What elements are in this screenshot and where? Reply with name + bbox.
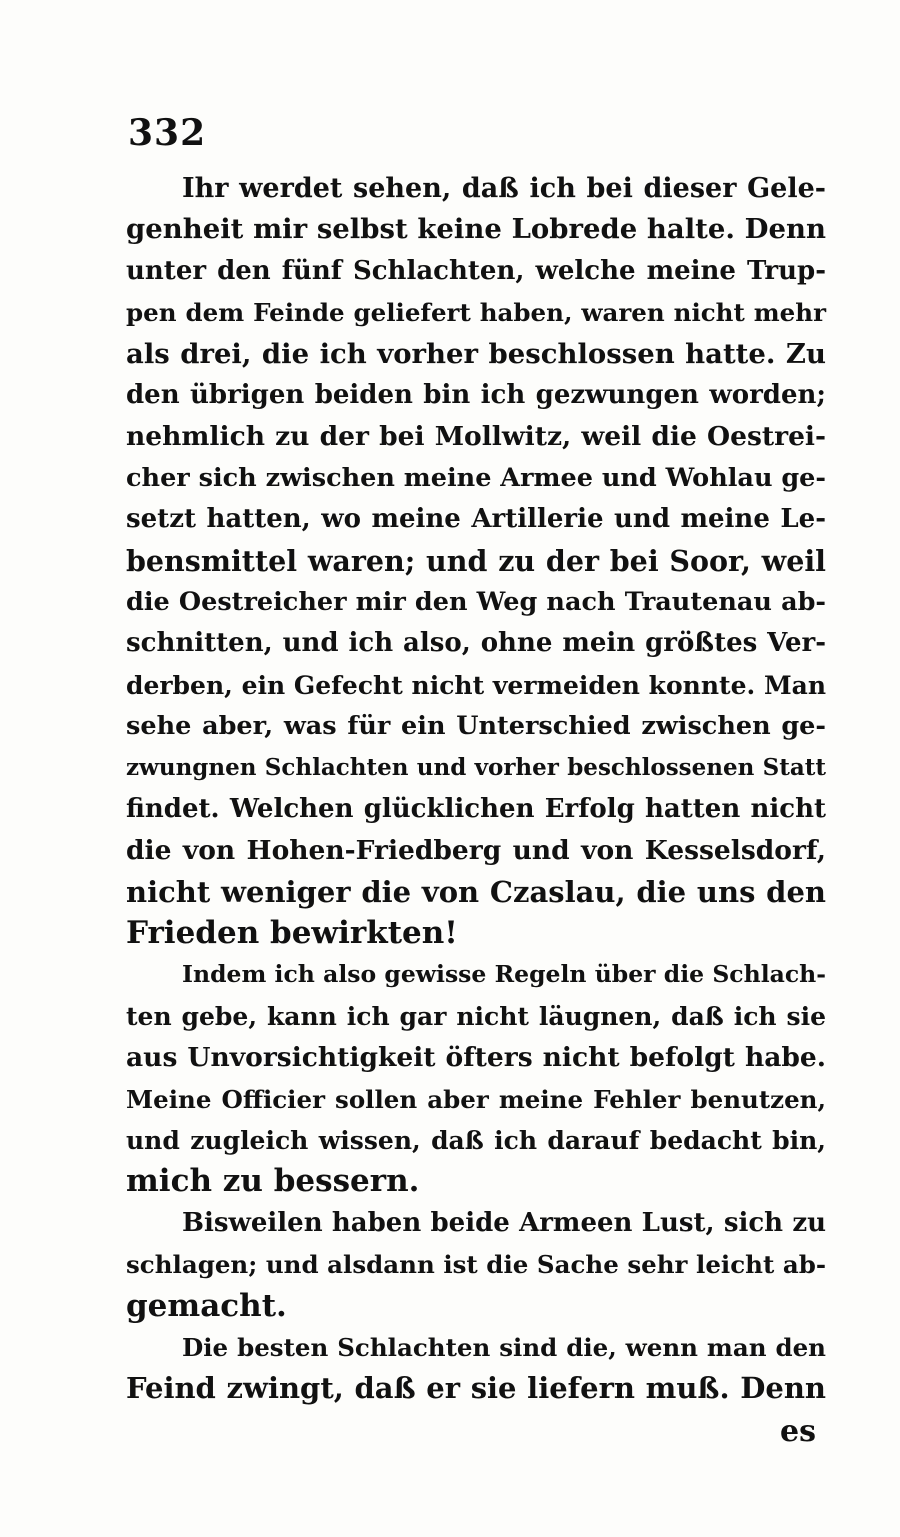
- text-line: Bisweilen haben beide Armeen Lust, sich zu: [182, 1207, 826, 1238]
- text-line: Feind zwingt, daß er sie liefern muß. Denn: [126, 1371, 826, 1406]
- text-line: schlagen; und alsdann ist die Sache sehr leicht ab-: [126, 1250, 826, 1280]
- catchword: es: [780, 1414, 816, 1449]
- text-line: Ihr werdet sehen, daß ich bei dieser Gele-: [182, 173, 826, 204]
- text-line: die von Hohen-Friedberg und von Kesselsdorf,: [126, 835, 826, 867]
- text-line: sehe aber, was für ein Unterschied zwischen ge-: [126, 711, 826, 742]
- text-line: Frieden bewirkten!: [126, 915, 458, 952]
- text-line: den übrigen beiden bin ich gezwungen worden;: [126, 379, 826, 410]
- text-line: ten gebe, kann ich gar nicht läugnen, daß ich sie: [126, 1001, 826, 1031]
- text-line: Meine Officier sollen aber meine Fehler benutzen,: [126, 1084, 826, 1114]
- text-line: schnitten, und ich also, ohne mein größtes Ver-: [126, 628, 826, 659]
- text-line: nicht weniger die von Czaslau, die uns den: [126, 874, 826, 909]
- text-line: pen dem Feinde geliefert haben, waren nicht mehr: [126, 298, 826, 328]
- text-line: unter den fünf Schlachten, welche meine Trup-: [126, 255, 826, 286]
- text-line: und zugleich wissen, daß ich darauf bedacht bin,: [126, 1125, 826, 1155]
- text-line: bensmittel waren; und zu der bei Soor, weil: [126, 543, 826, 578]
- text-line: genheit mir selbst keine Lobrede halte. Denn: [126, 213, 826, 246]
- text-line: als drei, die ich vorher beschlossen hatte. Zu: [126, 337, 826, 370]
- text-line: zwungnen Schlachten und vorher beschlossenen Statt: [126, 754, 826, 782]
- text-line: findet. Welchen glücklichen Erfolg hatten nicht: [126, 793, 826, 824]
- text-line: die Oestreicher mir den Weg nach Trautenau ab-: [126, 586, 826, 617]
- text-line: Indem ich also gewisse Regeln über die Schlach-: [182, 960, 826, 989]
- text-line: cher sich zwischen meine Armee und Wohlau ge-: [126, 462, 826, 493]
- text-line: nehmlich zu der bei Mollwitz, weil die Oestrei-: [126, 421, 826, 453]
- body-text: [126, 168, 826, 1410]
- page-number: 332: [128, 112, 207, 154]
- text-line: derben, ein Gefecht nicht vermeiden konnte. Man: [126, 670, 826, 700]
- text-line: setzt hatten, wo meine Artillerie und meine Le-: [126, 504, 826, 535]
- text-line: mich zu bessern.: [126, 1163, 420, 1200]
- text-line: Die besten Schlachten sind die, wenn man den: [182, 1332, 826, 1362]
- text-line: aus Unvorsichtigkeit öfters nicht befolgt habe.: [126, 1042, 826, 1074]
- text-line: gemacht.: [126, 1287, 287, 1324]
